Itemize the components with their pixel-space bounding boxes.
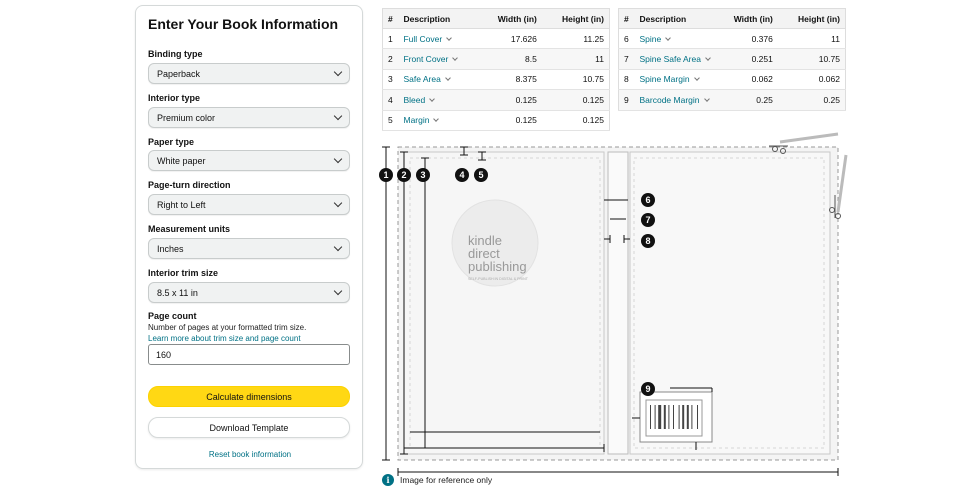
chevron-down-icon	[334, 68, 342, 76]
measurement-units-value: Inches	[157, 243, 184, 254]
trim-size-learn-more-link[interactable]: Learn more about trim size and page count	[148, 334, 301, 343]
binding-type-value: Paperback	[157, 68, 201, 79]
trim-size-value: 8.5 x 11 in	[157, 287, 198, 298]
row-height: 0.125	[542, 90, 610, 110]
panel-title: Enter Your Book Information	[148, 16, 339, 32]
trim-size-select[interactable]	[148, 282, 350, 303]
row-width: 0.125	[476, 90, 542, 110]
barcode-area	[640, 392, 712, 442]
kdp-logo	[452, 200, 538, 286]
chevron-down-icon	[334, 287, 342, 295]
table-row	[383, 69, 610, 89]
spine-area	[608, 152, 628, 454]
marker-1-label: 1	[383, 170, 389, 181]
barcode-bar	[691, 405, 692, 429]
row-height: 11	[542, 49, 610, 69]
row-description[interactable]: Spine Safe Area	[634, 49, 716, 69]
binding-type-label: Binding type	[148, 49, 203, 59]
logo-line-3: publishing	[468, 259, 527, 274]
row-height: 0.125	[542, 110, 610, 130]
header-width: Width (in)	[716, 9, 778, 29]
book-info-panel	[135, 5, 363, 469]
row-number: 4	[383, 90, 399, 110]
header-description: Description	[398, 9, 476, 29]
marker-8-label: 8	[645, 236, 651, 247]
row-width: 0.376	[716, 29, 778, 49]
cover-template-diagram	[370, 130, 850, 480]
chevron-down-icon	[334, 199, 342, 207]
barcode-bar	[655, 405, 656, 429]
download-template-button[interactable]: Download Template	[148, 417, 350, 438]
row-description[interactable]: Barcode Margin	[634, 90, 716, 110]
dimensions-table-right	[618, 8, 846, 111]
chevron-down-icon	[665, 35, 671, 41]
marker-6-label: 6	[645, 195, 651, 206]
row-height: 11	[778, 29, 846, 49]
info-icon: i	[382, 474, 394, 486]
chevron-down-icon	[446, 35, 452, 41]
dimensions-table-left	[382, 8, 610, 131]
page-count-helper: Number of pages at your formatted trim size.	[148, 323, 307, 332]
row-width: 8.375	[476, 69, 542, 89]
back-cover-area	[404, 152, 604, 454]
header-height: Height (in)	[778, 9, 846, 29]
barcode-bar	[673, 405, 674, 429]
marker-7-label: 7	[645, 215, 651, 226]
row-width: 0.25	[716, 90, 778, 110]
measurement-units-label: Measurement units	[148, 224, 231, 234]
barcode-bar	[668, 405, 669, 429]
barcode-bar	[697, 405, 698, 429]
marker-3-label: 3	[420, 170, 426, 181]
logo-line-2: direct	[468, 246, 500, 261]
row-number: 1	[383, 29, 399, 49]
barcode-bar	[658, 405, 661, 429]
row-description[interactable]: Margin	[398, 110, 476, 130]
chevron-down-icon	[453, 55, 459, 61]
row-height: 10.75	[778, 49, 846, 69]
paper-type-select[interactable]	[148, 150, 350, 171]
row-height: 0.062	[778, 69, 846, 89]
page-count-label: Page count	[148, 311, 197, 321]
barcode-bar	[682, 405, 684, 429]
interior-type-select[interactable]	[148, 107, 350, 128]
marker-5-label: 5	[478, 170, 484, 181]
row-height: 0.25	[778, 90, 846, 110]
row-height: 10.75	[542, 69, 610, 89]
page-turn-select[interactable]	[148, 194, 350, 215]
table-row	[383, 29, 610, 49]
header-height: Height (in)	[542, 9, 610, 29]
row-description[interactable]: Bleed	[398, 90, 476, 110]
logo-line-1: kindle	[468, 233, 502, 248]
table-row	[619, 90, 846, 110]
row-description[interactable]: Spine	[634, 29, 716, 49]
header-number: #	[383, 9, 399, 29]
header-description: Description	[634, 9, 716, 29]
chevron-down-icon	[334, 243, 342, 251]
row-number: 5	[383, 110, 399, 130]
table-row	[619, 29, 846, 49]
row-number: 7	[619, 49, 635, 69]
table-header-row	[619, 9, 846, 29]
chevron-down-icon	[705, 55, 711, 61]
chevron-down-icon	[334, 155, 342, 163]
measurement-units-select[interactable]	[148, 238, 350, 259]
paper-type-label: Paper type	[148, 137, 195, 147]
chevron-down-icon	[694, 76, 700, 82]
table-row	[619, 49, 846, 69]
row-width: 0.251	[716, 49, 778, 69]
header-width: Width (in)	[476, 9, 542, 29]
row-number: 2	[383, 49, 399, 69]
row-width: 0.062	[716, 69, 778, 89]
table-row	[619, 69, 846, 89]
table-header-row	[383, 9, 610, 29]
trim-size-label: Interior trim size	[148, 268, 219, 278]
logo-tagline: SELF-PUBLISH IN DIGITAL & PRINT	[468, 277, 528, 281]
chevron-down-icon	[334, 112, 342, 120]
row-width: 8.5	[476, 49, 542, 69]
calculate-dimensions-button[interactable]: Calculate dimensions	[148, 386, 350, 407]
reference-caption	[382, 474, 492, 486]
barcode-bar	[687, 405, 689, 429]
barcode-bar	[664, 405, 666, 429]
barcode-bar	[650, 405, 651, 429]
reset-book-info-link[interactable]: Reset book information	[208, 450, 292, 459]
chevron-down-icon	[429, 96, 435, 102]
barcode-bar	[679, 405, 680, 429]
row-description[interactable]: Front Cover	[398, 49, 476, 69]
table-row	[383, 49, 610, 69]
interior-type-value: Premium color	[157, 112, 216, 123]
table-row	[383, 110, 610, 130]
caption-text: Image for reference only	[400, 475, 493, 485]
header-number: #	[619, 9, 635, 29]
paper-type-value: White paper	[157, 155, 206, 166]
row-number: 9	[619, 90, 635, 110]
marker-4-label: 4	[459, 170, 465, 181]
row-number: 8	[619, 69, 635, 89]
row-height: 11.25	[542, 29, 610, 49]
chevron-down-icon	[704, 96, 710, 102]
marker-2-label: 2	[401, 170, 407, 181]
row-description[interactable]: Full Cover	[398, 29, 476, 49]
chevron-down-icon	[445, 76, 451, 82]
interior-type-label: Interior type	[148, 93, 201, 103]
row-description[interactable]: Safe Area	[398, 69, 476, 89]
row-width: 17.626	[476, 29, 542, 49]
table-row	[383, 90, 610, 110]
row-number: 3	[383, 69, 399, 89]
chevron-down-icon	[434, 116, 440, 122]
row-number: 6	[619, 29, 635, 49]
marker-9-label: 9	[645, 384, 651, 395]
binding-type-select[interactable]	[148, 63, 350, 84]
page-count-input[interactable]: 160	[148, 344, 350, 365]
page-turn-label: Page-turn direction	[148, 180, 231, 190]
row-width: 0.125	[476, 110, 542, 130]
page-turn-value: Right to Left	[157, 199, 206, 210]
row-description[interactable]: Spine Margin	[634, 69, 716, 89]
